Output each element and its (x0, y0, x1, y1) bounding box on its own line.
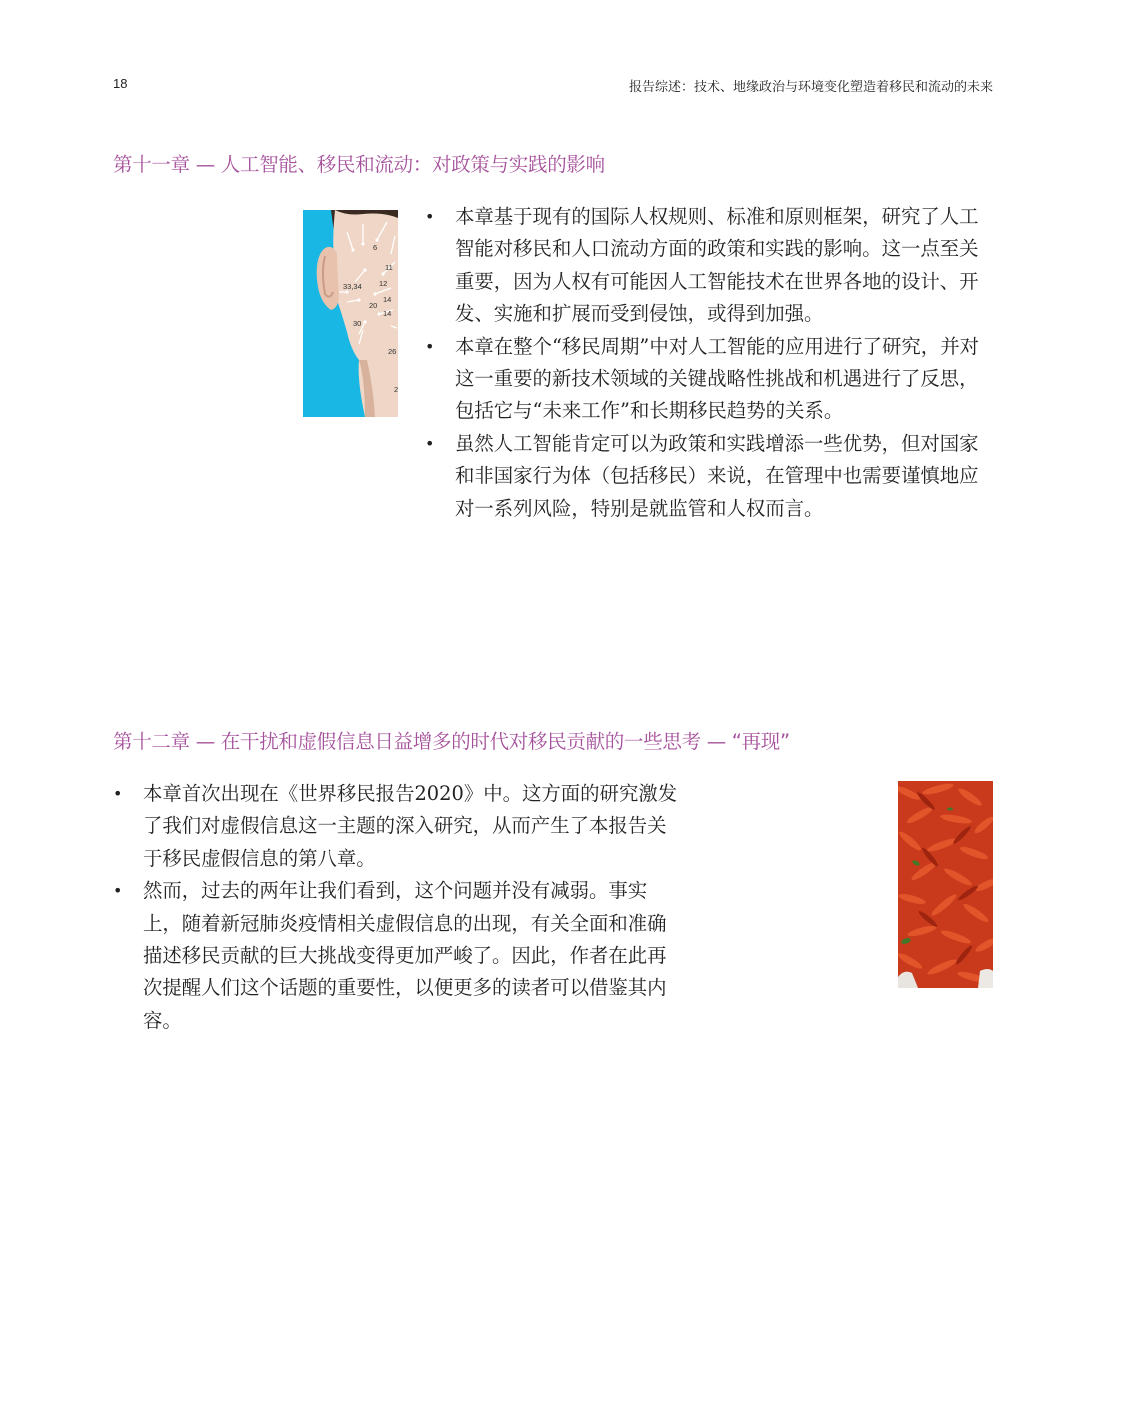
chapter-12-bullet-list (113, 778, 683, 1037)
list-item (113, 875, 683, 1037)
chapter-11-bullet-list (425, 201, 995, 525)
face-dot-map-image (303, 210, 398, 417)
bullet-marker: • (425, 207, 435, 226)
face-label: 33,34 (343, 282, 362, 291)
face-label: 20 (369, 301, 378, 310)
list-item (113, 778, 683, 875)
list-item (425, 331, 995, 428)
red-chili-peppers-image (898, 781, 993, 988)
face-label: 12 (379, 279, 388, 288)
chapter-11-title: 第十一章 — 人工智能、移民和流动：对政策与实践的影响 (113, 153, 605, 176)
bullet-text: 本章基于现有的国际人权规则、标准和原则框架，研究了人工智能对移民和人口流动方面的政策和实践的影响。这一点至关重要，因为人权有可能因人工智能技术在世界各地的设计、开发、实施和扩展而受到侵蚀，或得到加强。 (455, 205, 979, 326)
face-illustration (303, 210, 398, 417)
bullet-text: 然而，过去的两年让我们看到，这个问题并没有减弱。事实上，随着新冠肺炎疫情相关虚假信息的出现，有关全面和准确描述移民贡献的巨大挑战变得更加严峻了。因此，作者在此再次提醒人们这个话题的重要性，以便更多的读者可以借鉴其内容。 (143, 879, 667, 1032)
bullet-marker: • (113, 784, 123, 803)
face-label: 2 (394, 385, 398, 394)
page-number: 18 (113, 76, 128, 91)
face-label: 6 (373, 243, 378, 252)
chili-illustration (898, 781, 993, 988)
bullet-marker: • (425, 433, 435, 453)
face-label: 14 (383, 309, 392, 318)
bullet-text: 本章首次出现在《世界移民报告2020》中。这方面的研究激发了我们对虚假信息这一主题的深入研究，从而产生了本报告关于移民虚假信息的第八章。 (143, 782, 678, 870)
bullet-marker: • (113, 881, 123, 901)
running-header: 报告综述：技术、地缘政治与环境变化塑造着移民和流动的未来 (628, 80, 993, 95)
bullet-marker: • (425, 336, 435, 356)
bullet-text: 虽然人工智能肯定可以为政策和实践增添一些优势，但对国家和非国家行为体（包括移民）来说，在管理中也需要谨慎地应对一系列风险，特别是就监管和人权而言。 (455, 431, 979, 520)
chapter-12-title: 第十二章 — 在干扰和虚假信息日益增多的时代对移民贡献的一些思考 — “再现” (113, 730, 790, 753)
list-item (425, 428, 995, 525)
bullet-text: 本章在整个“移民周期”中对人工智能的应用进行了研究，并对这一重要的新技术领域的关键战略性挑战和机遇进行了反思，包括它与“未来工作”和长期移民趋势的关系。 (455, 334, 979, 423)
face-label: 30 (353, 319, 362, 328)
list-item (425, 201, 995, 331)
face-label: 11 (385, 263, 393, 272)
face-label: 14 (383, 295, 392, 304)
face-label: 26 (388, 347, 397, 356)
